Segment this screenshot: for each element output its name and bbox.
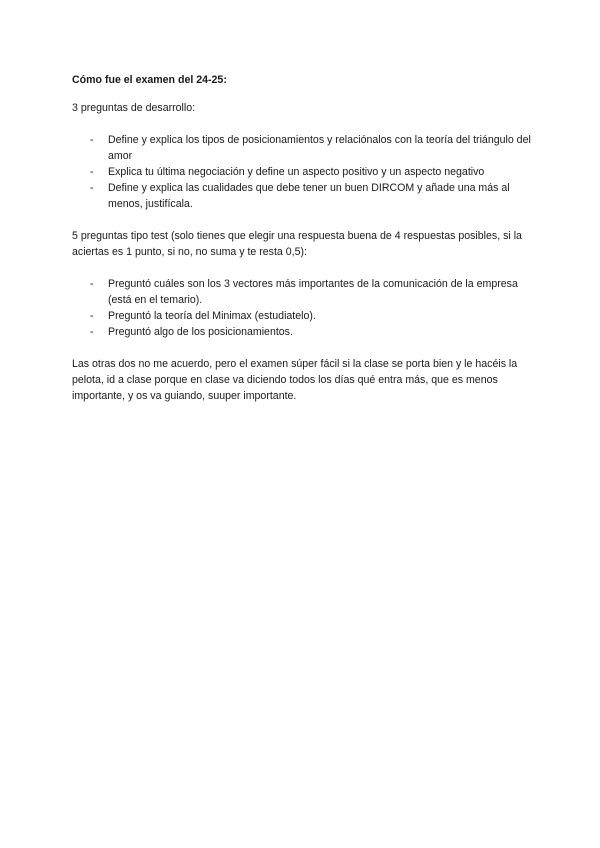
section2-list — [72, 276, 532, 340]
list-item-text: Preguntó la teoría del Minimax (estudiatelo). — [108, 310, 316, 322]
document-page — [72, 72, 532, 420]
section1-intro: 3 preguntas de desarrollo: — [72, 102, 196, 114]
list-item-text: Preguntó algo de los posicionamientos. — [108, 326, 293, 338]
list-item — [72, 308, 532, 324]
bullet-dash: - — [90, 182, 94, 194]
bullet-dash: - — [90, 310, 94, 322]
section1-list — [72, 132, 532, 212]
list-item-text: Explica tu última negociación y define un aspecto positivo y un aspecto negativo — [108, 166, 485, 178]
list-item-text: Define y explica los tipos de posicionamientos y relaciónalos con la teoría del triángulo del amor — [108, 134, 531, 162]
list-item — [72, 276, 532, 308]
bullet-dash: - — [90, 134, 94, 146]
list-item — [72, 180, 532, 212]
section2-intro: 5 preguntas tipo test (solo tienes que elegir una respuesta buena de 4 respuestas posibles, si la aciertas es 1 punto, si no, no suma y te resta 0,5): — [72, 230, 522, 258]
list-item-text: Preguntó cuáles son los 3 vectores más importantes de la comunicación de la empresa (está en el temario). — [108, 278, 518, 306]
bullet-dash: - — [90, 166, 94, 178]
document-title: Cómo fue el examen del 24-25: — [72, 74, 227, 86]
closing-paragraph: Las otras dos no me acuerdo, pero el examen súper fácil si la clase se porta bien y le hacéis la pelota, id a clase porque en clase va diciendo todos los días qué entra más, que es menos importante, y os va guiando, suuper importante. — [72, 358, 518, 402]
list-item — [72, 164, 532, 180]
bullet-dash: - — [90, 278, 94, 290]
list-item — [72, 324, 532, 340]
list-item — [72, 132, 532, 164]
bullet-dash: - — [90, 326, 94, 338]
list-item-text: Define y explica las cualidades que debe tener un buen DIRCOM y añade una más al menos, justifícala. — [108, 182, 510, 210]
